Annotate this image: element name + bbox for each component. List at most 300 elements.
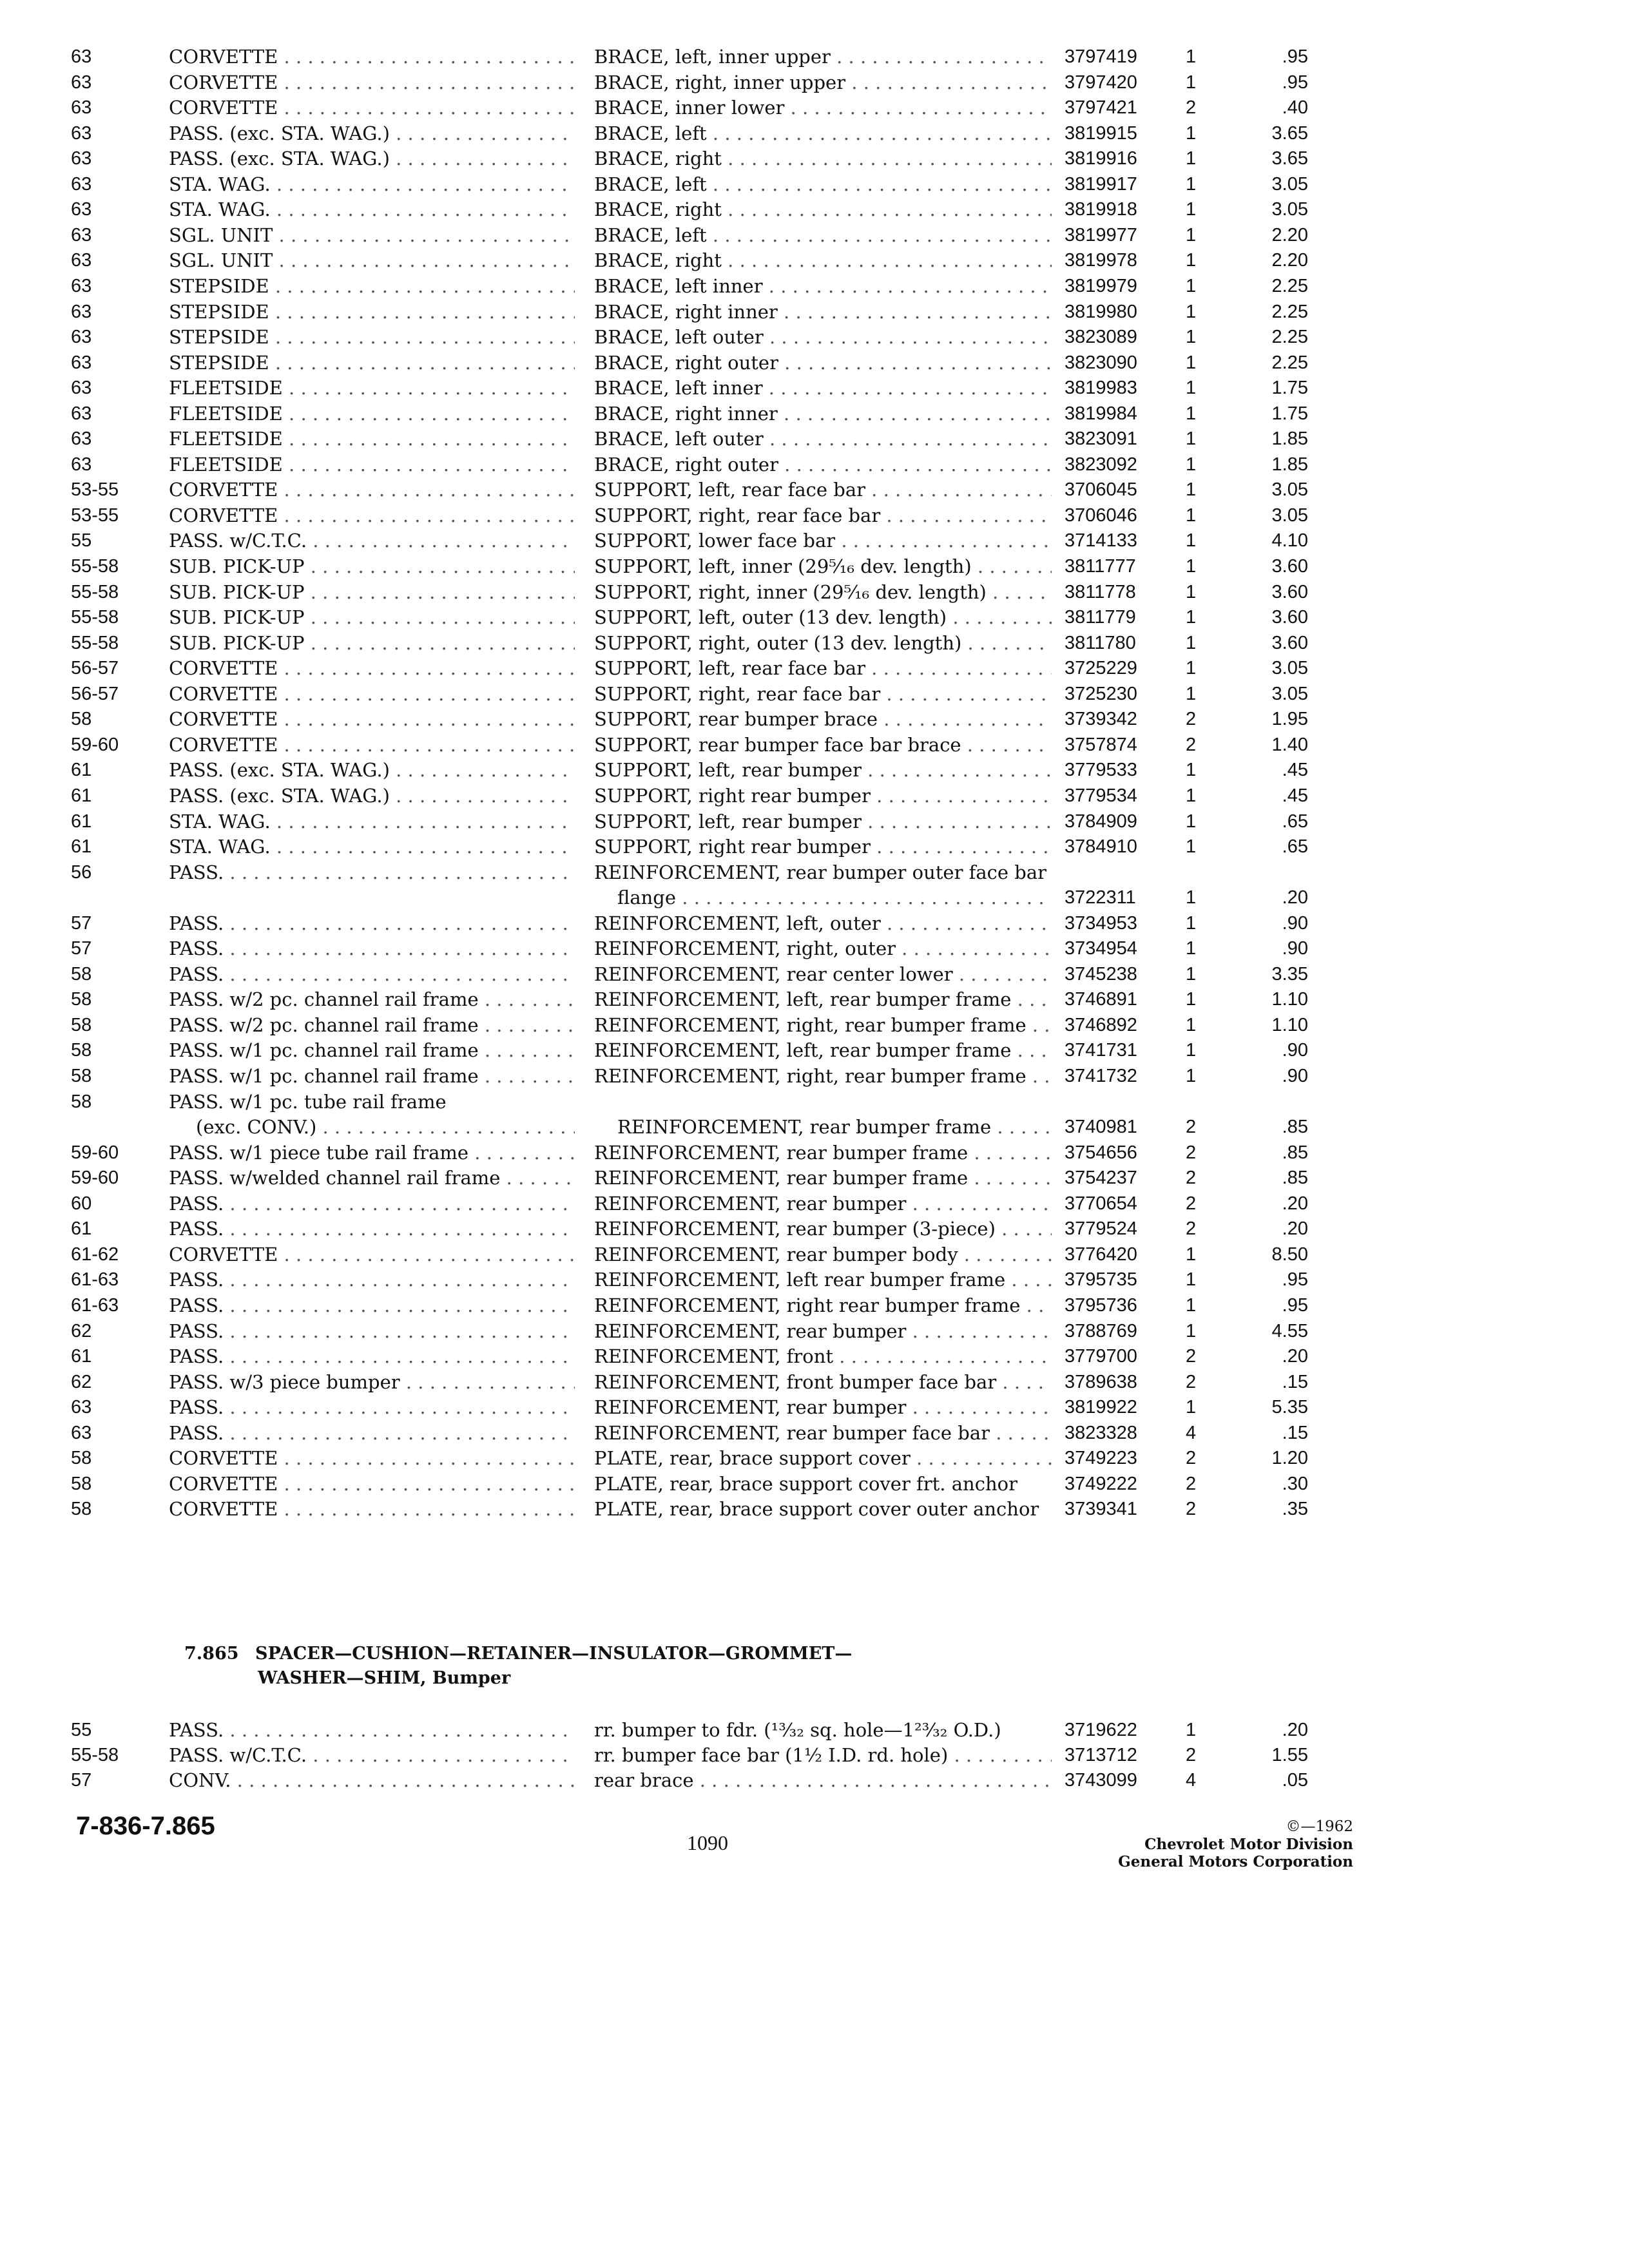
part-number-cell: 3739341 bbox=[1065, 1499, 1137, 1520]
part-number-cell: 3745238 bbox=[1065, 963, 1137, 985]
table-row bbox=[0, 477, 1629, 503]
table-row bbox=[0, 936, 1629, 961]
part-number-cell: 3741732 bbox=[1065, 1066, 1137, 1086]
quantity-cell: 2 bbox=[1186, 1371, 1197, 1392]
year-cell: 57 bbox=[71, 912, 92, 934]
description-cell: SUPPORT, left, rear bumper . . . bbox=[594, 809, 1052, 834]
price-cell: .65 bbox=[1282, 836, 1308, 858]
model-cell: PASS. (exc. STA. WAG.) . . . bbox=[169, 120, 575, 146]
corporation: General Motors Corporation bbox=[1118, 1853, 1353, 1870]
table-row bbox=[0, 1191, 1629, 1216]
table-row bbox=[0, 1267, 1629, 1293]
year-cell: 61 bbox=[71, 836, 92, 858]
table-row bbox=[0, 452, 1629, 477]
table-row bbox=[0, 247, 1629, 273]
model-cell: PASS. w/1 pc. channel rail frame . . . bbox=[169, 1063, 575, 1089]
model-cell: CORVETTE . . . bbox=[169, 44, 575, 70]
price-cell: 4.55 bbox=[1271, 1320, 1308, 1341]
price-cell: .90 bbox=[1282, 938, 1308, 959]
quantity-cell: 4 bbox=[1186, 1422, 1197, 1443]
model-cell: STA. WAG. . . . bbox=[169, 834, 575, 860]
model-cell: STA. WAG. . . . bbox=[169, 171, 575, 197]
price-cell: .40 bbox=[1282, 97, 1308, 119]
description-cell: flange . . . bbox=[594, 885, 1052, 910]
description-cell: SUPPORT, right rear bumper . . . bbox=[594, 834, 1052, 860]
price-cell: .05 bbox=[1282, 1770, 1308, 1791]
quantity-cell: 1 bbox=[1186, 607, 1197, 628]
price-cell: .95 bbox=[1282, 46, 1308, 67]
part-number-cell: 3819983 bbox=[1065, 378, 1137, 399]
part-number-cell: 3797420 bbox=[1065, 72, 1137, 93]
price-cell: .95 bbox=[1282, 72, 1308, 93]
model-cell: PASS. . . . bbox=[169, 1318, 575, 1344]
description-cell: REINFORCEMENT, front . . . bbox=[594, 1343, 1052, 1369]
description-cell: BRACE, left . . . bbox=[594, 222, 1052, 248]
quantity-cell: 1 bbox=[1186, 250, 1197, 271]
description-cell: REINFORCEMENT, right, rear bumper frame . . . bbox=[594, 1063, 1052, 1089]
table-row bbox=[0, 1420, 1629, 1446]
year-cell: 58 bbox=[71, 989, 92, 1010]
table-row bbox=[0, 299, 1629, 325]
price-cell: 1.40 bbox=[1271, 734, 1308, 755]
quantity-cell: 1 bbox=[1186, 1397, 1197, 1418]
model-cell: PASS. . . . bbox=[169, 961, 575, 987]
year-cell: 63 bbox=[71, 72, 92, 93]
quantity-cell: 1 bbox=[1186, 224, 1197, 245]
year-cell: 63 bbox=[71, 250, 92, 271]
part-number-cell: 3739342 bbox=[1065, 709, 1137, 730]
quantity-cell: 2 bbox=[1186, 1499, 1197, 1520]
price-cell: 3.05 bbox=[1271, 683, 1308, 704]
year-cell: 63 bbox=[71, 173, 92, 195]
table-row bbox=[0, 401, 1629, 427]
year-cell: 61-62 bbox=[71, 1244, 119, 1265]
table-row bbox=[0, 1767, 1629, 1793]
model-cell: CORVETTE . . . bbox=[169, 655, 575, 681]
description-cell: REINFORCEMENT, rear bumper outer face bar bbox=[594, 861, 1047, 883]
part-number-cell: 3823091 bbox=[1065, 428, 1137, 450]
quantity-cell: 2 bbox=[1186, 1745, 1197, 1765]
model-cell: PASS. w/welded channel rail frame . . . bbox=[169, 1165, 575, 1191]
table-row bbox=[0, 1089, 1629, 1115]
price-cell: .15 bbox=[1282, 1422, 1308, 1443]
model-cell: PASS. (exc. STA. WAG.) . . . bbox=[169, 783, 575, 809]
description-cell: REINFORCEMENT, rear bumper frame . . . bbox=[594, 1140, 1052, 1166]
table-row bbox=[0, 197, 1629, 222]
quantity-cell: 2 bbox=[1186, 97, 1197, 119]
year-cell: 63 bbox=[71, 46, 92, 67]
year-cell: 53-55 bbox=[71, 505, 119, 526]
model-cell: SUB. PICK-UP . . . bbox=[169, 604, 575, 630]
table-row bbox=[0, 375, 1629, 401]
year-cell: 57 bbox=[71, 1770, 92, 1791]
quantity-cell: 1 bbox=[1186, 122, 1197, 144]
model-cell: SUB. PICK-UP . . . bbox=[169, 630, 575, 656]
table-row bbox=[0, 1037, 1629, 1063]
price-cell: 2.25 bbox=[1271, 301, 1308, 322]
model-cell: STA. WAG. . . . bbox=[169, 809, 575, 834]
model-cell: CORVETTE . . . bbox=[169, 706, 575, 732]
description-cell: SUPPORT, rear bumper brace . . . bbox=[594, 706, 1052, 732]
description-cell: BRACE, left, inner upper . . . bbox=[594, 44, 1052, 70]
description-cell: BRACE, left inner . . . bbox=[594, 273, 1052, 299]
description-cell: SUPPORT, left, rear face bar . . . bbox=[594, 477, 1052, 503]
price-cell: .65 bbox=[1282, 811, 1308, 832]
description-cell: rr. bumper face bar (1½ I.D. rd. hole) . . . bbox=[594, 1742, 1052, 1768]
year-cell: 58 bbox=[71, 963, 92, 985]
part-number-cell: 3714133 bbox=[1065, 530, 1137, 552]
quantity-cell: 1 bbox=[1186, 530, 1197, 552]
year-cell: 59-60 bbox=[71, 1142, 119, 1163]
price-cell: 3.35 bbox=[1271, 963, 1308, 985]
table-row bbox=[0, 655, 1629, 681]
part-number-cell: 3722311 bbox=[1065, 887, 1136, 908]
description-cell: BRACE, left outer . . . bbox=[594, 324, 1052, 350]
section-heading bbox=[184, 1642, 852, 1691]
description-cell: REINFORCEMENT, rear bumper . . . bbox=[594, 1394, 1052, 1420]
quantity-cell: 2 bbox=[1186, 1117, 1197, 1138]
description-cell: REINFORCEMENT, right rear bumper frame . . . bbox=[594, 1293, 1052, 1318]
model-cell: PASS. . . . bbox=[169, 1293, 575, 1318]
part-number-cell: 3749223 bbox=[1065, 1448, 1137, 1469]
part-number-cell: 3779524 bbox=[1065, 1218, 1137, 1240]
price-cell: 2.20 bbox=[1271, 224, 1308, 245]
quantity-cell: 1 bbox=[1186, 836, 1197, 858]
model-cell: FLEETSIDE . . . bbox=[169, 401, 575, 427]
part-number-cell: 3734954 bbox=[1065, 938, 1137, 959]
model-cell: PASS. . . . bbox=[169, 910, 575, 936]
page-number: 1090 bbox=[687, 1831, 728, 1854]
table-row bbox=[0, 1394, 1629, 1420]
part-number-cell: 3741731 bbox=[1065, 1040, 1137, 1061]
price-cell: 1.10 bbox=[1271, 989, 1308, 1010]
quantity-cell: 1 bbox=[1186, 505, 1197, 526]
price-cell: .85 bbox=[1282, 1142, 1308, 1163]
year-cell: 63 bbox=[71, 428, 92, 450]
table-row bbox=[0, 503, 1629, 528]
part-number-cell: 3819979 bbox=[1065, 275, 1137, 296]
year-cell: 63 bbox=[71, 275, 92, 296]
quantity-cell: 1 bbox=[1186, 912, 1197, 934]
part-number-cell: 3706046 bbox=[1065, 505, 1137, 526]
price-cell: 2.20 bbox=[1271, 250, 1308, 271]
year-cell: 55-58 bbox=[71, 556, 119, 577]
description-cell: rr. bumper to fdr. (¹³⁄₃₂ sq. hole—1²³⁄₃₂ O.D.) bbox=[594, 1719, 1001, 1741]
price-cell: .15 bbox=[1282, 1371, 1308, 1392]
description-cell: BRACE, right outer . . . bbox=[594, 452, 1052, 477]
model-cell: PASS. . . . bbox=[169, 1420, 575, 1446]
table-row bbox=[0, 1012, 1629, 1038]
year-cell: 56-57 bbox=[71, 683, 119, 704]
part-number-cell: 3754656 bbox=[1065, 1142, 1137, 1163]
description-cell: SUPPORT, left, rear face bar . . . bbox=[594, 655, 1052, 681]
price-cell: 1.85 bbox=[1271, 454, 1308, 475]
description-cell: rear brace . . . bbox=[594, 1767, 1052, 1793]
table-row bbox=[0, 1242, 1629, 1267]
price-cell: 2.25 bbox=[1271, 327, 1308, 348]
part-number-cell: 3725229 bbox=[1065, 658, 1137, 679]
model-cell: PASS. . . . bbox=[169, 1191, 575, 1216]
year-cell: 58 bbox=[71, 1014, 92, 1035]
description-cell: REINFORCEMENT, rear bumper frame . . . bbox=[594, 1114, 1052, 1140]
year-cell: 55-58 bbox=[71, 607, 119, 628]
quantity-cell: 1 bbox=[1186, 1040, 1197, 1061]
year-cell: 61 bbox=[71, 785, 92, 806]
description-cell: REINFORCEMENT, rear bumper (3-piece) . . . bbox=[594, 1216, 1052, 1242]
part-number-cell: 3734953 bbox=[1065, 912, 1137, 934]
price-cell: .45 bbox=[1282, 760, 1308, 781]
description-cell: REINFORCEMENT, rear bumper face bar . . . bbox=[594, 1420, 1052, 1446]
table-row bbox=[0, 1471, 1629, 1497]
description-cell: REINFORCEMENT, right, rear bumper frame . . . bbox=[594, 1012, 1052, 1038]
description-cell: REINFORCEMENT, rear bumper . . . bbox=[594, 1191, 1052, 1216]
year-cell: 59-60 bbox=[71, 734, 119, 755]
quantity-cell: 1 bbox=[1186, 173, 1197, 195]
quantity-cell: 1 bbox=[1186, 454, 1197, 475]
quantity-cell: 1 bbox=[1186, 352, 1197, 373]
price-cell: .20 bbox=[1282, 1346, 1308, 1367]
quantity-cell: 1 bbox=[1186, 760, 1197, 781]
quantity-cell: 1 bbox=[1186, 327, 1197, 348]
description-cell: REINFORCEMENT, rear bumper frame . . . bbox=[594, 1165, 1052, 1191]
table-row bbox=[0, 222, 1629, 248]
model-cell: PASS. w/1 pc. tube rail frame bbox=[169, 1090, 447, 1113]
table-row bbox=[0, 1140, 1629, 1166]
price-cell: 8.50 bbox=[1271, 1244, 1308, 1265]
model-cell: CORVETTE . . . bbox=[169, 1496, 575, 1522]
description-cell: BRACE, inner lower . . . bbox=[594, 95, 1052, 120]
table-row bbox=[0, 1343, 1629, 1369]
description-cell: SUPPORT, right rear bumper . . . bbox=[594, 783, 1052, 809]
part-number-cell: 3779700 bbox=[1065, 1346, 1137, 1367]
model-cell: PASS. (exc. STA. WAG.) . . . bbox=[169, 757, 575, 783]
model-cell: FLEETSIDE . . . bbox=[169, 452, 575, 477]
year-cell: 60 bbox=[71, 1193, 92, 1214]
price-cell: .20 bbox=[1282, 1193, 1308, 1214]
year-cell: 61-63 bbox=[71, 1294, 119, 1316]
price-cell: .90 bbox=[1282, 1066, 1308, 1086]
quantity-cell: 1 bbox=[1186, 1244, 1197, 1265]
description-cell: SUPPORT, left, outer (13 dev. length) . . . bbox=[594, 604, 1052, 630]
price-cell: 3.05 bbox=[1271, 199, 1308, 220]
footer-section-range: 7-836-7.865 bbox=[76, 1812, 215, 1840]
year-cell: 61 bbox=[71, 811, 92, 832]
quantity-cell: 1 bbox=[1186, 148, 1197, 169]
part-number-cell: 3823328 bbox=[1065, 1422, 1137, 1443]
model-cell: PASS. . . . bbox=[169, 1343, 575, 1369]
price-cell: .85 bbox=[1282, 1117, 1308, 1138]
quantity-cell: 1 bbox=[1186, 989, 1197, 1010]
price-cell: .30 bbox=[1282, 1473, 1308, 1494]
table-row bbox=[0, 1445, 1629, 1471]
description-cell: SUPPORT, right, rear face bar . . . bbox=[594, 681, 1052, 707]
price-cell: 1.10 bbox=[1271, 1014, 1308, 1035]
year-cell: 63 bbox=[71, 403, 92, 424]
model-cell: CORVETTE . . . bbox=[169, 681, 575, 707]
description-cell: REINFORCEMENT, rear center lower . . . bbox=[594, 961, 1052, 987]
model-cell: STEPSIDE . . . bbox=[169, 350, 575, 376]
model-cell: PASS. . . . bbox=[169, 1216, 575, 1242]
year-cell: 61 bbox=[71, 1218, 92, 1240]
part-number-cell: 3795736 bbox=[1065, 1294, 1137, 1316]
model-cell: STA. WAG. . . . bbox=[169, 197, 575, 222]
model-cell: PASS. . . . bbox=[169, 936, 575, 961]
quantity-cell: 1 bbox=[1186, 938, 1197, 959]
year-cell: 63 bbox=[71, 301, 92, 322]
model-cell: (exc. CONV.) . . . bbox=[169, 1114, 575, 1140]
year-cell: 61 bbox=[71, 760, 92, 781]
model-cell: PASS. . . . bbox=[169, 1267, 575, 1293]
table-row bbox=[0, 120, 1629, 146]
quantity-cell: 2 bbox=[1186, 709, 1197, 730]
table-row bbox=[0, 579, 1629, 605]
year-cell: 58 bbox=[71, 1066, 92, 1086]
description-cell: BRACE, right inner . . . bbox=[594, 299, 1052, 325]
model-cell: PASS. w/C.T.C. . . . bbox=[169, 1742, 575, 1768]
description-cell: BRACE, left . . . bbox=[594, 171, 1052, 197]
quantity-cell: 1 bbox=[1186, 811, 1197, 832]
part-number-cell: 3811780 bbox=[1065, 632, 1136, 653]
price-cell: .35 bbox=[1282, 1499, 1308, 1520]
year-cell: 63 bbox=[71, 148, 92, 169]
price-cell: 3.60 bbox=[1271, 607, 1308, 628]
description-cell: SUPPORT, rear bumper face bar brace . . . bbox=[594, 732, 1052, 758]
model-cell: CORVETTE . . . bbox=[169, 70, 575, 95]
part-number-cell: 3784910 bbox=[1065, 836, 1137, 858]
price-cell: .20 bbox=[1282, 887, 1308, 908]
part-number-cell: 3784909 bbox=[1065, 811, 1137, 832]
model-cell: PASS. w/1 pc. channel rail frame . . . bbox=[169, 1037, 575, 1063]
model-cell: CORVETTE . . . bbox=[169, 477, 575, 503]
price-cell: 3.05 bbox=[1271, 479, 1308, 501]
part-number-cell: 3797421 bbox=[1065, 97, 1137, 119]
model-cell: SGL. UNIT . . . bbox=[169, 222, 575, 248]
part-number-cell: 3725230 bbox=[1065, 683, 1137, 704]
model-cell: SGL. UNIT . . . bbox=[169, 247, 575, 273]
year-cell: 58 bbox=[71, 1499, 92, 1520]
table-row bbox=[0, 910, 1629, 936]
price-cell: 5.35 bbox=[1271, 1397, 1308, 1418]
description-cell: SUPPORT, right, inner (29⁵⁄₁₆ dev. length) . . . bbox=[594, 579, 1052, 605]
year-cell: 62 bbox=[71, 1371, 92, 1392]
table-row bbox=[0, 1742, 1629, 1768]
price-cell: .95 bbox=[1282, 1269, 1308, 1291]
quantity-cell: 2 bbox=[1186, 1193, 1197, 1214]
part-number-cell: 3797419 bbox=[1065, 46, 1137, 67]
model-cell: CORVETTE . . . bbox=[169, 503, 575, 528]
model-cell: CORVETTE . . . bbox=[169, 732, 575, 758]
quantity-cell: 1 bbox=[1186, 72, 1197, 93]
price-cell: 2.25 bbox=[1271, 275, 1308, 296]
model-cell: PASS. w/C.T.C. . . . bbox=[169, 528, 575, 553]
quantity-cell: 1 bbox=[1186, 301, 1197, 322]
description-cell: SUPPORT, right, outer (13 dev. length) . . . bbox=[594, 630, 1052, 656]
quantity-cell: 2 bbox=[1186, 734, 1197, 755]
quantity-cell: 1 bbox=[1186, 887, 1197, 908]
table-row bbox=[0, 783, 1629, 809]
year-cell: 63 bbox=[71, 122, 92, 144]
model-cell: PASS. w/2 pc. channel rail frame . . . bbox=[169, 1012, 575, 1038]
year-cell: 61-63 bbox=[71, 1269, 119, 1291]
copyright: ©—1962 bbox=[1286, 1818, 1353, 1835]
description-cell: SUPPORT, lower face bar . . . bbox=[594, 528, 1052, 553]
year-cell: 59-60 bbox=[71, 1168, 119, 1189]
description-cell: REINFORCEMENT, left, rear bumper frame . . . bbox=[594, 1037, 1052, 1063]
part-number-cell: 3819977 bbox=[1065, 224, 1137, 245]
description-cell: BRACE, right, inner upper . . . bbox=[594, 70, 1052, 95]
section-number: 7.865 bbox=[184, 1644, 239, 1664]
quantity-cell: 1 bbox=[1186, 963, 1197, 985]
table-row bbox=[0, 834, 1629, 860]
part-number-cell: 3779533 bbox=[1065, 760, 1137, 781]
table-row bbox=[0, 146, 1629, 171]
table-row bbox=[0, 95, 1629, 120]
quantity-cell: 1 bbox=[1186, 683, 1197, 704]
part-number-cell: 3719622 bbox=[1065, 1720, 1137, 1740]
quantity-cell: 1 bbox=[1186, 556, 1197, 577]
table-row bbox=[0, 732, 1629, 758]
quantity-cell: 4 bbox=[1186, 1770, 1197, 1791]
quantity-cell: 1 bbox=[1186, 378, 1197, 399]
model-cell: SUB. PICK-UP . . . bbox=[169, 579, 575, 605]
price-cell: .85 bbox=[1282, 1168, 1308, 1189]
table-row bbox=[0, 70, 1629, 95]
part-number-cell: 3823089 bbox=[1065, 327, 1137, 348]
year-cell: 57 bbox=[71, 938, 92, 959]
model-cell: PASS. w/3 piece bumper . . . bbox=[169, 1369, 575, 1395]
model-cell: FLEETSIDE . . . bbox=[169, 375, 575, 401]
year-cell: 63 bbox=[71, 1397, 92, 1418]
description-cell: REINFORCEMENT, left rear bumper frame . . . bbox=[594, 1267, 1052, 1293]
year-cell: 63 bbox=[71, 97, 92, 119]
price-cell: 3.60 bbox=[1271, 632, 1308, 653]
part-number-cell: 3811779 bbox=[1065, 607, 1136, 628]
price-cell: 1.85 bbox=[1271, 428, 1308, 450]
description-cell: BRACE, right inner . . . bbox=[594, 401, 1052, 427]
table-row bbox=[0, 604, 1629, 630]
model-cell: STEPSIDE . . . bbox=[169, 299, 575, 325]
price-cell: 3.05 bbox=[1271, 173, 1308, 195]
year-cell: 63 bbox=[71, 454, 92, 475]
year-cell: 58 bbox=[71, 1040, 92, 1061]
table-row bbox=[0, 757, 1629, 783]
description-cell: REINFORCEMENT, left, outer . . . bbox=[594, 910, 1052, 936]
description-cell: BRACE, right . . . bbox=[594, 197, 1052, 222]
description-cell: SUPPORT, left, rear bumper . . . bbox=[594, 757, 1052, 783]
part-number-cell: 3754237 bbox=[1065, 1168, 1137, 1189]
part-number-cell: 3743099 bbox=[1065, 1770, 1137, 1791]
price-cell: .90 bbox=[1282, 912, 1308, 934]
part-number-cell: 3746891 bbox=[1065, 989, 1137, 1010]
part-number-cell: 3819917 bbox=[1065, 173, 1137, 195]
model-cell: PASS. . . . bbox=[169, 1394, 575, 1420]
model-cell: SUB. PICK-UP . . . bbox=[169, 553, 575, 579]
quantity-cell: 1 bbox=[1186, 658, 1197, 679]
part-number-cell: 3819918 bbox=[1065, 199, 1137, 220]
description-cell: SUPPORT, right, rear face bar . . . bbox=[594, 503, 1052, 528]
description-cell: BRACE, left outer . . . bbox=[594, 426, 1052, 452]
part-number-cell: 3795735 bbox=[1065, 1269, 1137, 1291]
part-number-cell: 3789638 bbox=[1065, 1371, 1137, 1392]
quantity-cell: 1 bbox=[1186, 46, 1197, 67]
table-row bbox=[0, 426, 1629, 452]
part-number-cell: 3746892 bbox=[1065, 1014, 1137, 1035]
part-number-cell: 3819915 bbox=[1065, 122, 1137, 144]
model-cell: PASS. w/1 piece tube rail frame . . . bbox=[169, 1140, 575, 1166]
model-cell: STEPSIDE . . . bbox=[169, 324, 575, 350]
quantity-cell: 1 bbox=[1186, 479, 1197, 501]
year-cell: 63 bbox=[71, 199, 92, 220]
